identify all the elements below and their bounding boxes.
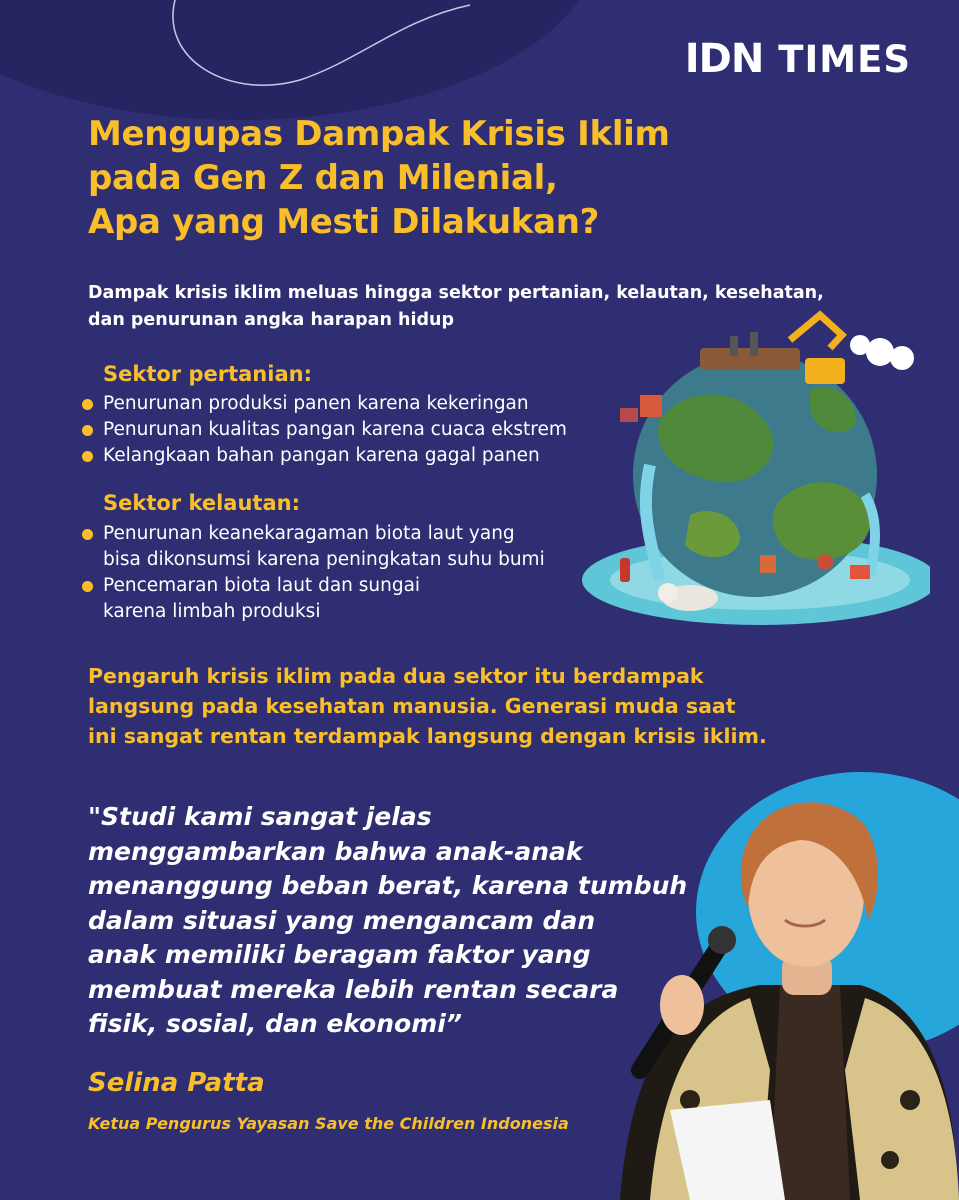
marine-bullet-list bbox=[82, 521, 545, 625]
logo-times: TIMES bbox=[778, 38, 911, 81]
bullet-dot-icon bbox=[82, 399, 93, 410]
agri-bullet-item: Kelangkaan bahan pangan karena gagal panen bbox=[82, 443, 567, 469]
bullet-dot-icon bbox=[82, 451, 93, 462]
effect-paragraph bbox=[88, 661, 848, 751]
quote-line: menanggung beban berat, karena tumbuh bbox=[88, 871, 688, 900]
idn-times-logo bbox=[685, 36, 911, 82]
intro-line: Dampak krisis iklim meluas hingga sektor pertanian, kelautan, kesehatan, bbox=[88, 283, 824, 303]
effect-line: langsung pada kesehatan manusia. Generasi muda saat bbox=[88, 694, 736, 718]
quote-line: membuat mereka lebih rentan secara bbox=[88, 974, 619, 1004]
agri-sector-title: Sektor pertanian: bbox=[103, 362, 312, 386]
title-line: Apa yang Mesti Dilakukan? bbox=[88, 202, 600, 242]
quote-line: "Studi kami sangat jelas bbox=[88, 802, 432, 831]
quote-line: anak memiliki beragam faktor yang bbox=[88, 940, 591, 969]
page-title bbox=[88, 112, 808, 244]
quote-line: dalam situasi yang mengancam dan bbox=[88, 905, 596, 935]
title-line: pada Gen Z dan Milenial, bbox=[88, 158, 558, 198]
effect-line: Pengaruh krisis iklim pada dua sektor itu berdampak bbox=[88, 664, 704, 688]
agri-bullet-list bbox=[82, 391, 567, 469]
quote-text bbox=[88, 800, 698, 1042]
bullet-dot-icon bbox=[82, 581, 93, 592]
logo-idn: IDN bbox=[684, 36, 764, 82]
quote-line: menggambarkan bahwa anak-anak bbox=[88, 836, 583, 866]
polluted-globe-illustration bbox=[580, 300, 930, 640]
title-line: Mengupas Dampak Krisis Iklim bbox=[88, 114, 670, 154]
agri-bullet-item: Penurunan produksi panen karena kekeringan bbox=[82, 391, 567, 417]
quote-line: fisik, sosial, dan ekonomi” bbox=[88, 1009, 462, 1038]
marine-sector-title: Sektor kelautan: bbox=[103, 491, 300, 515]
bullet-dot-icon bbox=[82, 529, 93, 540]
marine-bullet-item: Penurunan keanekaragaman biota laut yang bisa dikonsumsi karena peningkatan suhu bumi bbox=[82, 521, 545, 573]
agri-bullet-item: Penurunan kualitas pangan karena cuaca ekstrem bbox=[82, 417, 567, 443]
effect-line: ini sangat rentan terdampak langsung dengan krisis iklim. bbox=[88, 724, 767, 748]
speaker-name: Selina Patta bbox=[88, 1068, 265, 1098]
speaker-role: Ketua Pengurus Yayasan Save the Children Indonesia bbox=[88, 1114, 569, 1133]
intro-line: dan penurunan angka harapan hidup bbox=[88, 310, 455, 330]
bullet-dot-icon bbox=[82, 425, 93, 436]
marine-bullet-item: Pencemaran biota laut dan sungai karena limbah produksi bbox=[82, 573, 545, 625]
